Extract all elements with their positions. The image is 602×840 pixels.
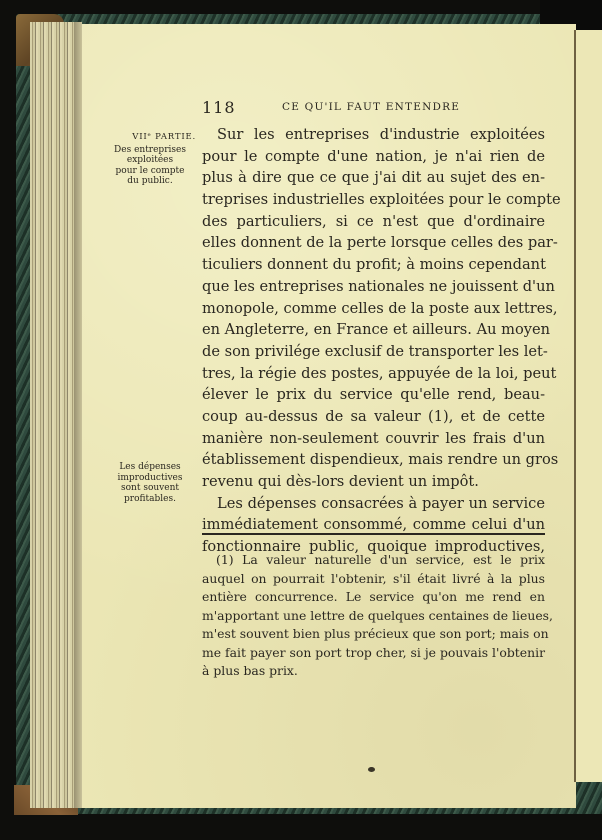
running-head <box>202 98 547 118</box>
footnote-line: à plus bas prix. <box>202 663 298 678</box>
body-line: plus à dire que ce que j'ai dit au sujet des en- <box>202 169 545 187</box>
body-line: pour le compte d'une nation, je n'ai rien de <box>202 147 545 165</box>
footnote-line: m'apportant une lettre de quelques centaines de lieues, <box>202 607 553 623</box>
body-line: tres, la régie des postes, appuyée de la loi, peut <box>202 364 557 382</box>
body-line: élever le prix du service qu'elle rend, beau- <box>202 386 545 404</box>
body-line: de son privilége exclusif de transporter les let- <box>202 342 548 360</box>
body-line: treprises industrielles exploitées pour le compte <box>202 191 561 209</box>
margin-note-line: pour le compte <box>115 165 185 176</box>
body-line: que les entreprises nationales ne jouissent d'un <box>202 277 555 295</box>
margin-note-line: du public. <box>127 176 173 186</box>
part-label: VIIᵉ PARTIE. <box>132 132 196 142</box>
footnote-line: me fait payer son port trop cher, si je pouvais l'obtenir <box>202 644 545 660</box>
margin-note-line: improductives <box>117 472 183 483</box>
footnote-line: auquel on pourrait l'obtenir, s'il était livré à la plus <box>202 570 545 586</box>
page-stack-shadow <box>74 22 82 808</box>
margin-note-public-enterprises <box>104 132 196 187</box>
body-line: Les dépenses consacrées à payer un service <box>217 494 545 512</box>
facing-page-edge <box>576 30 602 782</box>
body-line: immédiatement consommé, comme celui d'un <box>202 516 545 534</box>
body-line: en Angleterre, en France et ailleurs. Au moyen <box>202 321 551 339</box>
body-line: revenu qui dès-lors devient un impôt. <box>202 473 479 490</box>
body-line: coup au-dessus de sa valeur (1), et de cette <box>202 407 545 425</box>
body-text <box>202 124 561 558</box>
margin-note-line: profitables. <box>124 493 176 504</box>
body-line: elles donnent de la perte lorsque celles des par- <box>202 234 558 252</box>
body-line: fonctionnaire public, quoique improductives, <box>202 538 545 556</box>
body-line: des particuliers, si ce n'est que d'ordinaire <box>202 212 545 230</box>
footnote-line: (1) La valeur naturelle d'un service, est le prix <box>216 552 545 567</box>
footnote <box>202 551 553 681</box>
running-head-title: CE QU'IL FAUT ENTENDRE <box>282 101 461 113</box>
ink-spot <box>368 767 375 772</box>
body-line: Sur les entreprises d'industrie exploitées <box>217 126 545 143</box>
margin-note-line: Des entreprises <box>114 144 186 155</box>
margin-note-line: sont souvent <box>121 483 179 493</box>
body-line: établissement dispendieux, mais rendre un gros <box>202 451 559 469</box>
margin-note-unproductive-expenses <box>104 462 196 504</box>
body-line: manière non-seulement couvrir les frais d'un <box>202 429 545 447</box>
body-line: monopole, comme celles de la poste aux lettres, <box>202 299 558 317</box>
footnote-line: entière concurrence. Le service qu'on me rend en <box>202 589 545 604</box>
margin-note-line: exploitées <box>126 155 174 165</box>
page-number: 118 <box>202 98 236 117</box>
margin-note-line: Les dépenses <box>119 462 181 472</box>
footnote-line: m'est souvent bien plus précieux que son port; mais on <box>202 626 549 641</box>
body-line: ticuliers donnent du profit; à moins cependant <box>202 256 546 274</box>
footnote-rule <box>202 533 545 535</box>
